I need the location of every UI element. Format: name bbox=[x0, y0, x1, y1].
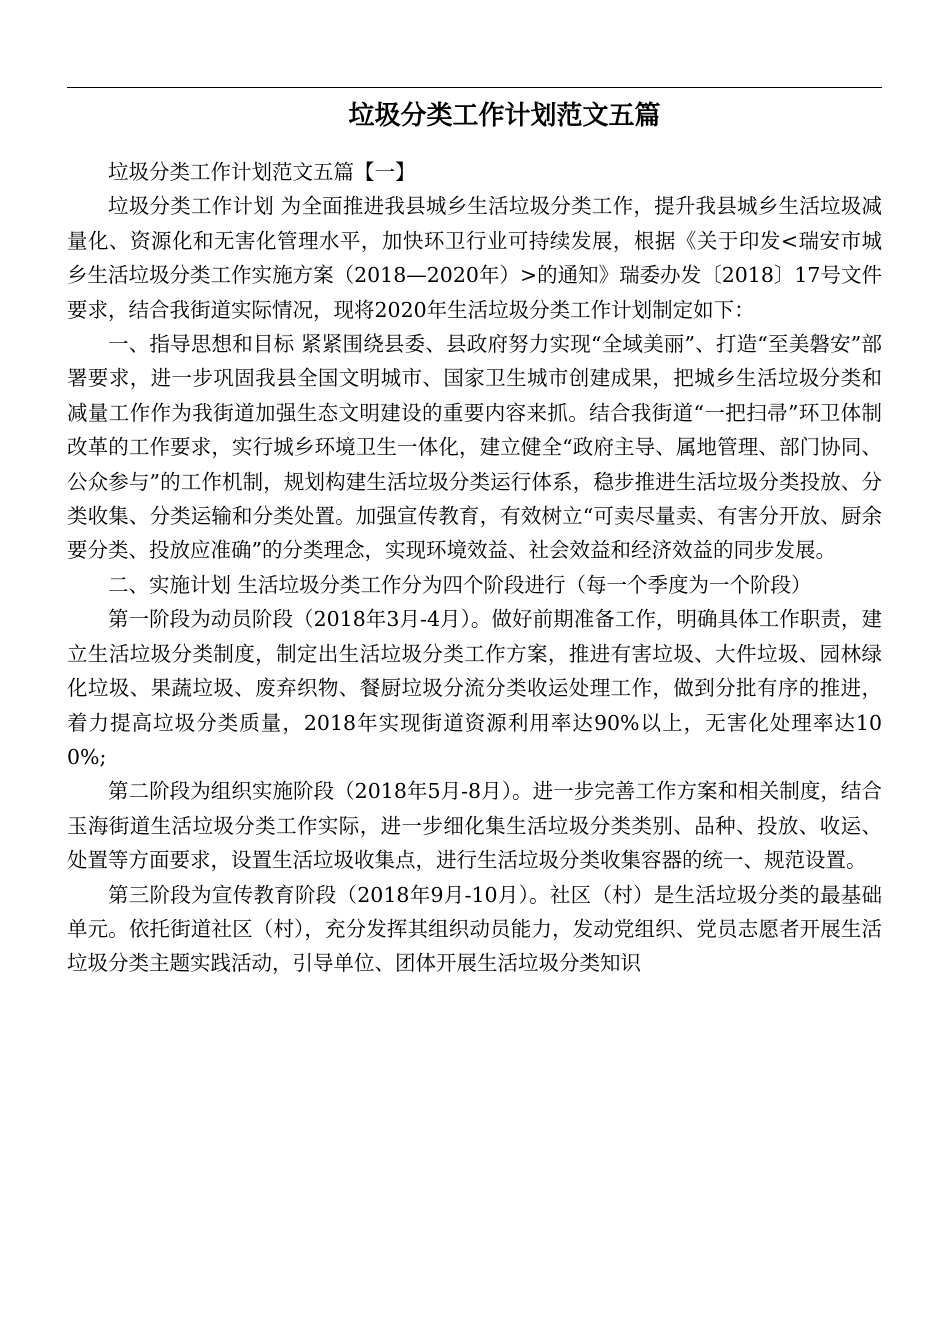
header-rule bbox=[67, 87, 882, 88]
document-title: 垃圾分类工作计划范文五篇 bbox=[348, 101, 661, 131]
paragraph-stage-three: 第三阶段为宣传教育阶段（2018年9月-10月）。社区（村）是生活垃圾分类的最基础单元。依托街道社区（村），充分发挥其组织动员能力，发动党组织、党员志愿者开展生活垃圾分类主题实践活动，引导单位、团体开展生活垃圾分类知识 bbox=[67, 882, 882, 976]
paragraph-stage-two: 第二阶段为组织实施阶段（2018年5月-8月）。进一步完善工作方案和相关制度，结合玉海街道生活垃圾分类工作实际，进一步细化集生活垃圾分类类别、品种、投放、收运、处置等方面要求，设置生活垃圾收集点，进行生活垃圾分类收集容器的统一、规范设置。 bbox=[67, 779, 882, 873]
paragraph-intro: 垃圾分类工作计划 为全面推进我县城乡生活垃圾分类工作，提升我县城乡生活垃圾减量化、资源化和无害化管理水平，加快环卫行业可持续发展，根据《关于印发<瑞安市城乡生活垃圾分类工作实施方案（2018—2020年）>的通知》瑞委办发〔2018〕17号文件要求，结合我街道实际情况，现将2020年生活垃圾分类工作计划制定如下： bbox=[67, 194, 882, 322]
paragraph-stage-one: 第一阶段为动员阶段（2018年3月-4月）。做好前期准备工作，明确具体工作职责，建立生活垃圾分类制度，制定出生活垃圾分类工作方案，推进有害垃圾、大件垃圾、园林绿化垃圾、果蔬垃圾、废弃织物、餐厨垃圾分流分类收运处理工作，做到分批有序的推进，着力提高垃圾分类质量，2018年实现街道资源利用率达90%以上，无害化处理率达100%; bbox=[67, 607, 882, 769]
paragraph-implementation-plan: 二、实施计划 生活垃圾分类工作分为四个阶段进行（每一个季度为一个阶段） bbox=[108, 572, 812, 597]
section-heading: 垃圾分类工作计划范文五篇【一】 bbox=[108, 160, 416, 184]
paragraph-guiding-ideology: 一、指导思想和目标 紧紧围绕县委、县政府努力实现“全域美丽”、打造“至美磐安”部署要求，进一步巩固我县全国文明城市、国家卫生城市创建成果，把城乡生活垃圾分类和减量工作作为我街道加强生态文明建设的重要内容来抓。结合我街道“一把扫帚”环卫体制改革的工作要求，实行城乡环境卫生一体化，建立健全“政府主导、属地管理、部门协同、公众参与”的工作机制，规划构建生活垃圾分类运行体系，稳步推进生活垃圾分类投放、分类收集、分类运输和分类处置。加强宣传教育，有效树立“可卖尽量卖、有害分开放、厨余要分类、投放应准确”的分类理念，实现环境效益、社会效益和经济效益的同步发展。 bbox=[67, 332, 882, 563]
document-body bbox=[67, 155, 882, 981]
